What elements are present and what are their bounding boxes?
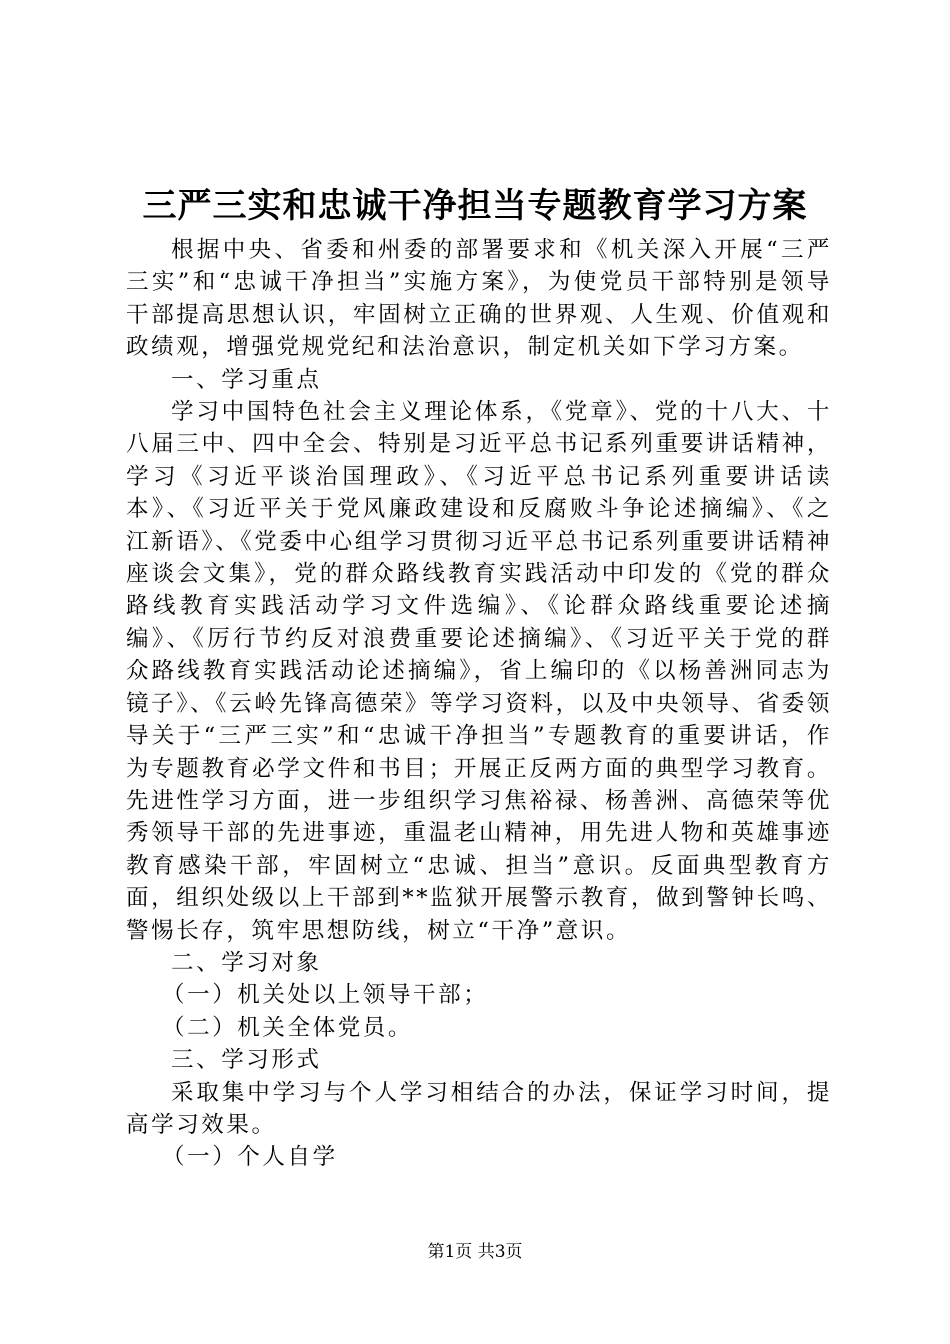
list-item-members: （二）机关全体党员。 (162, 1014, 414, 1041)
paragraph-format: 采取集中学习与个人学习相结合的办法，保证学习时间，提高学习效果。 (126, 1079, 832, 1138)
document-title: 三严三实和忠诚干净担当专题教育学习方案 (142, 186, 808, 226)
paragraph-intro: 根据中央、省委和州委的部署要求和《机关深入开展“三严三实”和“忠诚干净担当”实施方案》，为使党员干部特别是领导干部提高思想认识，牢固树立正确的世界观、人生观、价值观和政绩观，增强党规党纪和法治意识，制定机关如下学习方案。 (126, 237, 832, 361)
section-heading-focus: 一、学习重点 (171, 366, 322, 393)
section-heading-format: 三、学习形式 (171, 1047, 322, 1074)
subsection-heading-self-study: （一）个人自学 (162, 1144, 338, 1171)
list-item-leaders: （一）机关处以上领导干部； (162, 982, 489, 1009)
page-footer: 第1页 共3页 (427, 1242, 523, 1262)
section-heading-audience: 二、学习对象 (171, 949, 322, 976)
paragraph-focus: 学习中国特色社会主义理论体系，《党章》、党的十八大、十八届三中、四中全会、特别是习近平总书记系列重要讲话精神，学习《习近平谈治国理政》、《习近平总书记系列重要讲话读本》、《习近平关于党风廉政建设和反腐败斗争论述摘编》、《之江新语》、《党委中心组学习贯彻习近平总书记系列重要讲话精神座谈会文集》，党的群众路线教育实践活动中印发的《党的群众路线教育实践活动学习文件选编》、《论群众路线重要论述摘编》、《厉行节约反对浪费重要论述摘编》、《习近平关于党的群众路线教育实践活动论述摘编》，省上编印的《以杨善洲同志为镜子》、《云岭先锋高德荣》等学习资料，以及中央领导、省委领导关于“三严三实”和“忠诚干净担当”专题教育的重要讲话，作为专题教育必学文件和书目；开展正反两方面的典型学习教育。先进性学习方面，进一步组织学习焦裕禄、杨善洲、高德荣等优秀领导干部的先进事迹，重温老山精神，用先进人物和英雄事迹教育感染干部，牢固树立“忠诚、担当”意识。反面典型教育方面，组织处级以上干部到**监狱开展警示教育，做到警钟长鸣、警惕长存，筑牢思想防线，树立“干净”意识。 (126, 399, 832, 944)
document-body (126, 234, 832, 1174)
